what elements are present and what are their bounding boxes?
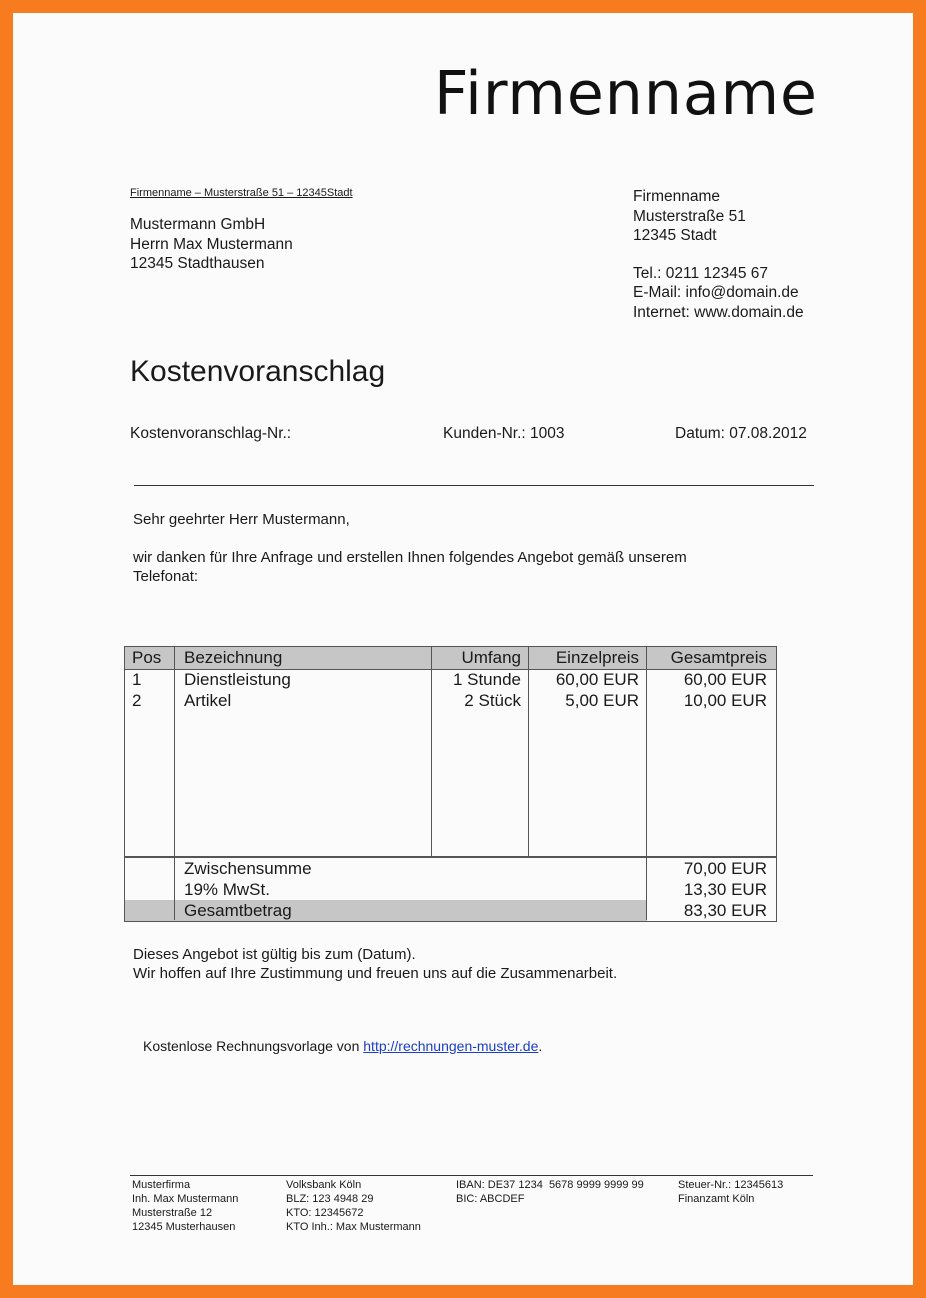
footer-line: IBAN: DE37 1234 5678 9999 9999 99: [456, 1179, 644, 1191]
company-logo-text: Firmenname: [434, 59, 818, 129]
footer-line: KTO Inh.: Max Mustermann: [286, 1221, 421, 1233]
column-divider: [174, 646, 175, 920]
table-cell-description: Dienstleistung: [184, 670, 291, 689]
subtotal-label: Zwischensumme: [184, 859, 312, 878]
table-cell-pos: 1: [132, 670, 142, 689]
footer-line: KTO: 12345672: [286, 1207, 364, 1219]
company-contact-block: [633, 187, 804, 322]
document-date: Datum: 07.08.2012: [675, 425, 807, 442]
header-unit-price: Einzelpreis: [555, 648, 639, 667]
footer-tax: [678, 1178, 783, 1206]
total-value: 83,30 EUR: [683, 901, 767, 920]
company-tel: Tel.: 0211 12345 67: [633, 264, 769, 282]
footer-line: Inh. Max Mustermann: [132, 1193, 239, 1205]
customer-number: Kunden-Nr.: 1003: [443, 425, 565, 442]
header-pos: Pos: [132, 648, 162, 667]
separator-line: [134, 485, 814, 486]
recipient-line: 12345 Stadthausen: [130, 255, 265, 272]
document-title: Kostenvoranschlag: [130, 355, 386, 388]
intro-text: Telefonat:: [133, 568, 199, 585]
subtotal-value: 70,00 EUR: [683, 859, 767, 878]
company-name: Firmenname: [633, 188, 720, 205]
table-cell-total-price: 60,00 EUR: [683, 670, 767, 689]
template-credit-text: Kostenlose Rechnungsvorlage von: [143, 1038, 364, 1054]
footer-line: BLZ: 123 4948 29: [286, 1193, 374, 1205]
footer-line: Volksbank Köln: [286, 1179, 362, 1191]
footer-line: 12345 Musterhausen: [132, 1221, 236, 1233]
salutation: Sehr geehrter Herr Mustermann,: [133, 511, 350, 528]
estimate-number-label: Kostenvoranschlag-Nr.:: [130, 425, 292, 442]
company-web: Internet: www.domain.de: [633, 303, 804, 321]
sender-return-address: Firmenname – Musterstraße 51 – 12345Stadt: [130, 187, 353, 199]
table-cell-pos: 2: [132, 691, 142, 710]
table-cell-quantity: 2 Stück: [464, 691, 521, 710]
footer-line: Musterfirma: [132, 1179, 191, 1191]
footer-line: Finanzamt Köln: [678, 1193, 755, 1205]
company-street: Musterstraße 51: [633, 207, 746, 225]
total-label: Gesamtbetrag: [184, 901, 292, 920]
recipient-line: Mustermann GmbH: [130, 216, 266, 233]
validity-text: Dieses Angebot ist gültig bis zum (Datum).: [133, 946, 416, 963]
tax-label: 19% MwSt.: [184, 880, 270, 899]
footer-iban: [456, 1178, 644, 1206]
company-email: E-Mail: info@domain.de: [633, 284, 799, 301]
footer-line: Musterstraße 12: [132, 1207, 213, 1219]
company-city: 12345 Stadt: [633, 227, 717, 244]
header-quantity: Umfang: [461, 648, 521, 667]
recipient-address: [130, 215, 293, 274]
footer-separator: [130, 1175, 813, 1176]
template-link[interactable]: http://rechnungen-muster.de: [363, 1038, 539, 1054]
header-total-price: Gesamtpreis: [670, 648, 767, 667]
table-cell-unit-price: 5,00 EUR: [565, 691, 639, 710]
table-cell-description: Artikel: [184, 691, 232, 710]
intro-text: wir danken für Ihre Anfrage und erstellen Ihnen folgendes Angebot gemäß unserem: [133, 549, 687, 566]
footer-bank: [286, 1178, 421, 1234]
recipient-line: Herrn Max Mustermann: [130, 235, 293, 253]
closing-text: Wir hoffen auf Ihre Zustimmung und freuen uns auf die Zusammenarbeit.: [133, 965, 618, 982]
template-credit: [143, 1038, 542, 1054]
template-credit-dot: .: [538, 1038, 543, 1054]
header-description: Bezeichnung: [184, 648, 283, 667]
footer-line: Steuer-Nr.: 12345613: [678, 1179, 784, 1191]
table-cell-quantity: 1 Stunde: [452, 670, 521, 689]
table-cell-unit-price: 60,00 EUR: [555, 670, 639, 689]
footer-line: BIC: ABCDEF: [456, 1193, 525, 1205]
tax-value: 13,30 EUR: [683, 880, 767, 899]
items-table: [124, 646, 777, 922]
table-cell-total-price: 10,00 EUR: [683, 691, 767, 710]
footer-company: [132, 1178, 238, 1234]
